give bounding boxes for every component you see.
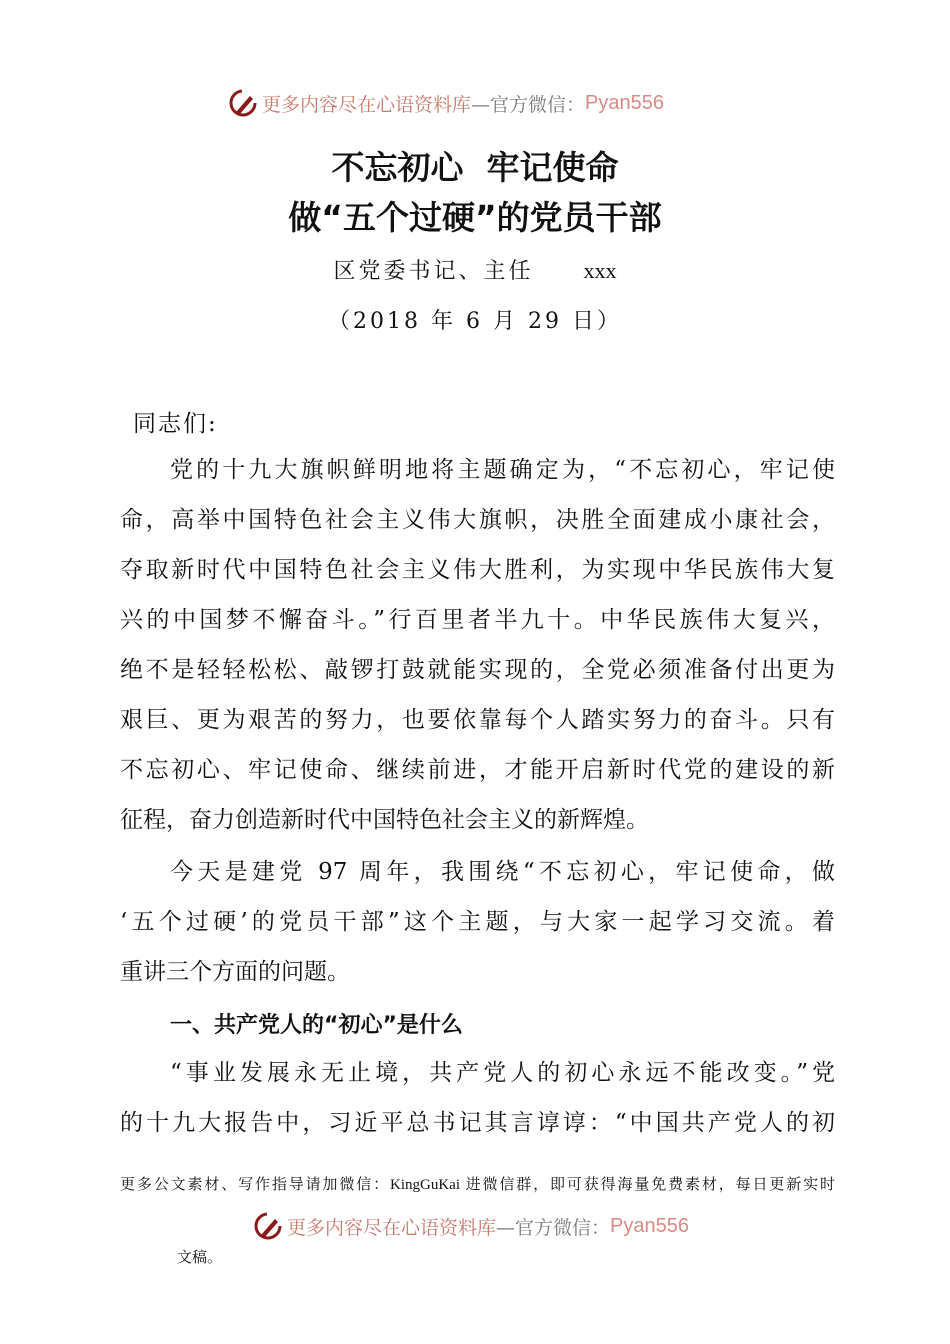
author-title: 区党委书记、主任 (333, 259, 534, 284)
paragraph-line: 命，高举中国特色社会主义伟大旗帜，决胜全面建成小康社会， (120, 507, 835, 533)
greeting: 同志们: (133, 411, 218, 437)
paragraph-line: 不忘初心、牢记使命、继续前进，才能开启新时代党的建设的新 (120, 757, 835, 783)
paragraph-line: 兴的中国梦不懈奋斗。”行百里者半九十。中华民族伟大复兴， (120, 607, 835, 633)
paragraph-line: 重讲三个方面的问题。 (120, 959, 350, 985)
paragraph-line: 的十九大报告中，习近平总书记其言谆谆：“中国共产党人的初 (120, 1110, 835, 1136)
watermark-footer (253, 1211, 689, 1241)
date: （2018 年 6 月 29 日） (328, 309, 622, 334)
paragraph-line: 征程，奋力创造新时代中国特色社会主义的新辉煌。 (120, 807, 649, 833)
watermark-red-text: 更多内容尽在心语资料库 (287, 1216, 497, 1239)
footer-note: 更多公文素材、写作指导请加微信：KingGuKai 进微信群，即可获得海量免费素材，每日更新实时 (120, 1177, 835, 1193)
paragraph-line: 绝不是轻轻松松、敲锣打鼓就能实现的，全党必须准备付出更为 (120, 657, 835, 683)
pen-logo-icon (253, 1211, 283, 1241)
pen-logo-icon (228, 88, 258, 118)
watermark-gray-text: —官方微信： (471, 93, 586, 116)
paragraph-line: “事业发展永无止境，共产党人的初心永远不能改变。”党 (170, 1060, 835, 1086)
paragraph-line: 夺取新时代中国特色社会主义伟大胜利，为实现中华民族伟大复 (120, 557, 835, 583)
paragraph-line: 艰巨、更为艰苦的努力，也要依靠每个人踏实努力的奋斗。只有 (120, 707, 835, 733)
title-line-1: 不忘初心 牢记使命 (331, 148, 619, 187)
section-heading-1: 一、共产党人的“初心”是什么 (170, 1013, 463, 1038)
title-line-2: 做“五个过硬”的党员干部 (288, 198, 662, 237)
watermark-id: Pyan556 (610, 1214, 689, 1237)
paragraph-line: ‘五个过硬’的党员干部”这个主题，与大家一起学习交流。着 (120, 909, 835, 935)
watermark-gray-text: —官方微信： (496, 1216, 611, 1239)
paragraph-line: 今天是建党 97 周年，我围绕“不忘初心，牢记使命，做 (170, 859, 835, 885)
footer-note-end: 文稿。 (177, 1248, 223, 1266)
author-name: xxx (583, 258, 617, 283)
watermark-red-text: 更多内容尽在心语资料库 (262, 93, 472, 116)
author-line (0, 254, 950, 285)
watermark-header (228, 88, 664, 118)
watermark-id: Pyan556 (585, 91, 664, 114)
paragraph-line: 党的十九大旗帜鲜明地将主题确定为，“不忘初心，牢记使 (170, 457, 835, 483)
